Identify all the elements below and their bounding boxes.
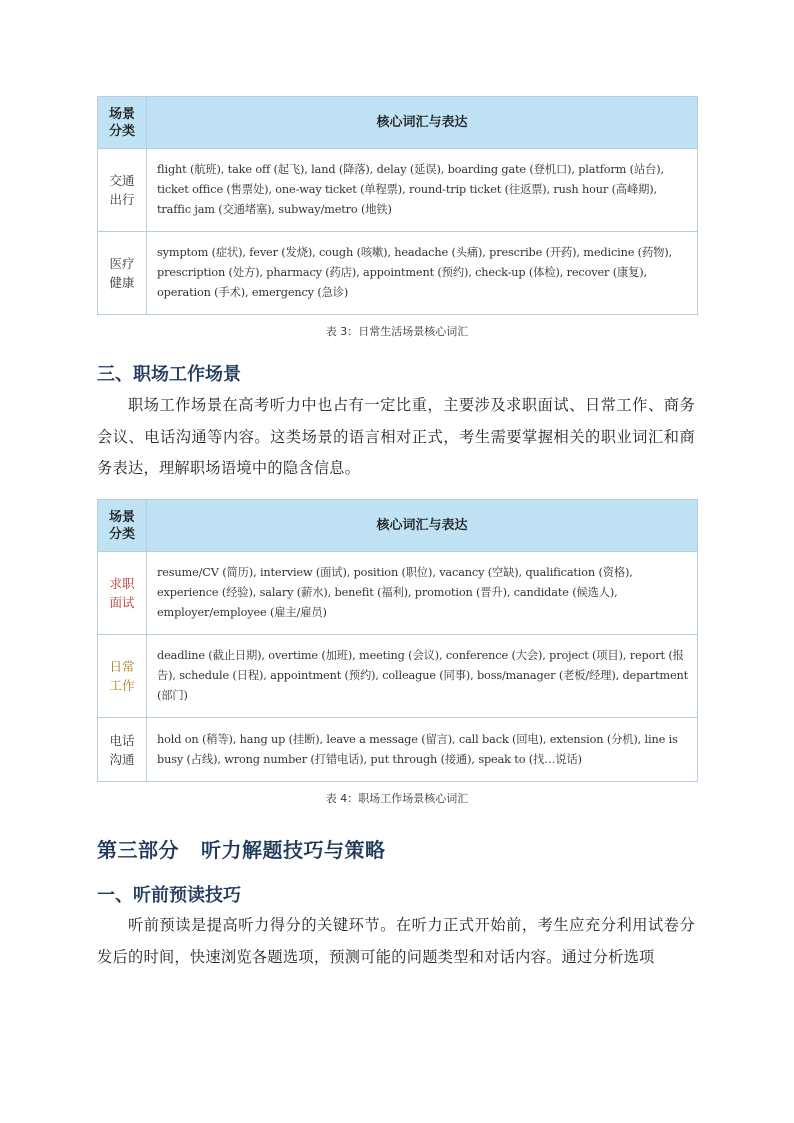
table-daily-life-vocab — [97, 96, 698, 315]
row-vocab-content: hold on (稍等), hang up (挂断), leave a message (留言), call back (回电), extension (分机), line is busy (占线), wrong number (打错电话), put through (接通), speak to (找…说话) — [147, 718, 698, 782]
row-category: 日常工作 — [98, 635, 147, 718]
header-content: 核心词汇与表达 — [147, 500, 698, 552]
table-row — [98, 552, 698, 635]
row-category: 医疗健康 — [98, 232, 147, 315]
table-row — [98, 635, 698, 718]
table-header-row — [98, 500, 698, 552]
section-heading: 三、职场工作场景 — [97, 364, 241, 385]
table-row — [98, 718, 698, 782]
part-number: 第三部分 — [97, 838, 179, 862]
table-header-row — [98, 97, 698, 149]
table-row — [98, 232, 698, 315]
header-content: 核心词汇与表达 — [147, 97, 698, 149]
row-vocab-content: deadline (截止日期), overtime (加班), meeting (会议), conference (大会), project (项目), report (报告), schedule (日程), appointment (预约), colleague (同事), boss/manager (老板/经理), department (部门) — [147, 635, 698, 718]
row-vocab-content: symptom (症状), fever (发烧), cough (咳嗽), headache (头痛), prescribe (开药), medicine (药物), prescription (处方), pharmacy (药店), appointment (预约), check-up (体检), recover (康复), operation (手术), emergency (急诊) — [147, 232, 698, 315]
row-vocab-content: resume/CV (简历), interview (面试), position (职位), vacancy (空缺), qualification (资格), experience (经验), salary (薪水), benefit (福利), promotion (晋升), candidate (候选人), employer/employee (雇主/雇员) — [147, 552, 698, 635]
table-workplace-vocab — [97, 499, 698, 782]
table-caption: 表 4：职场工作场景核心词汇 — [325, 792, 469, 805]
table-caption: 表 3：日常生活场景核心词汇 — [325, 325, 469, 338]
body-paragraph: 听前预读是提高听力得分的关键环节。在听力正式开始前，考生应充分利用试卷分发后的时间，快速浏览各题选项，预测可能的问题类型和对话内容。通过分析选项 — [97, 916, 695, 966]
header-category: 场景分类 — [98, 97, 147, 149]
header-category: 场景分类 — [98, 500, 147, 552]
part-title — [97, 834, 386, 863]
part-title-text: 听力解题技巧与策略 — [201, 838, 386, 862]
row-category: 电话沟通 — [98, 718, 147, 782]
row-category: 交通出行 — [98, 149, 147, 232]
body-paragraph: 职场工作场景在高考听力中也占有一定比重，主要涉及求职面试、日常工作、商务会议、电话沟通等内容。这类场景的语言相对正式，考生需要掌握相关的职业词汇和商务表达，理解职场语境中的隐含信息。 — [97, 396, 695, 477]
row-vocab-content: flight (航班), take off (起飞), land (降落), delay (延误), boarding gate (登机口), platform (站台), ticket office (售票处), one-way ticket (单程票), round-trip ticket (往返票), rush hour (高峰期), traffic jam (交通堵塞), subway/metro (地铁) — [147, 149, 698, 232]
table-row — [98, 149, 698, 232]
row-category: 求职面试 — [98, 552, 147, 635]
section-heading: 一、听前预读技巧 — [97, 885, 241, 906]
